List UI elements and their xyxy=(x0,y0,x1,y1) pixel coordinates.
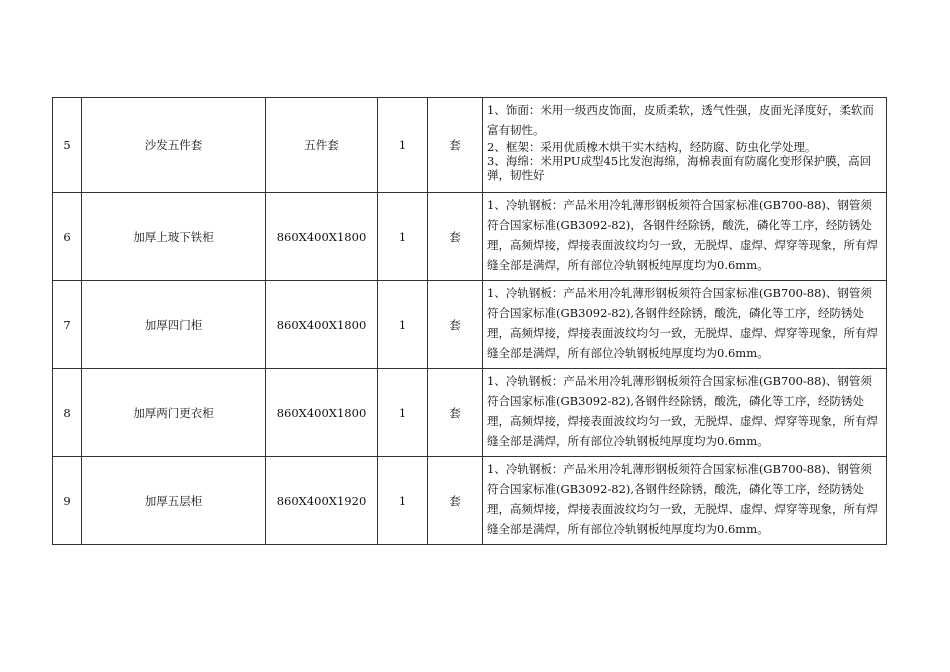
item-quantity: 1 xyxy=(378,193,428,281)
item-name: 沙发五件套 xyxy=(82,98,266,193)
item-spec: 五件套 xyxy=(266,98,378,193)
item-description xyxy=(483,281,887,369)
description-line: 1、冷轨钢板：产品米用冷轧薄形钢板须符合国家标准(GB700-88)、钢管须符合国家标准(GB3092-82),各钢件经除锈，酸洗，磷化等工序，经防锈处理，高频焊接，焊接表面波纹均匀一致，无脱焊、虚焊、焊穿等现象，所有焊缝全部是满焊，所有部位冷轨钢板纯厚度均为0.6mm。 xyxy=(487,286,878,360)
item-name: 加厚上玻下铁柜 xyxy=(82,193,266,281)
item-unit: 套 xyxy=(428,457,483,545)
item-unit: 套 xyxy=(428,369,483,457)
table-row xyxy=(53,281,887,369)
item-unit: 套 xyxy=(428,98,483,193)
spec-table xyxy=(52,97,887,545)
description-line: 1、冷轨钢板：产品米用冷轧薄形钢板须符合国家标准(GB700-88)、钢管须符合国家标准(GB3092-82),各钢件经除锈，酸洗，磷化等工序，经防锈处理，高频焊接，焊接表面波纹均匀一致，无脱焊、虚焊、焊穿等现象，所有焊缝全部是满焊，所有部位冷轨钢板纯厚度均为0.6mm。 xyxy=(487,374,878,448)
item-number: 7 xyxy=(53,281,82,369)
item-spec: 860X400X1800 xyxy=(266,281,378,369)
item-number: 6 xyxy=(53,193,82,281)
item-name: 加厚两门更衣柜 xyxy=(82,369,266,457)
item-unit: 套 xyxy=(428,193,483,281)
item-number: 8 xyxy=(53,369,82,457)
description-line: 3、海绵：米用PU成型45比发泡海绵，海棉表面有防腐化变形保护膜，高回弹，韧性好 xyxy=(487,154,872,182)
item-number: 5 xyxy=(53,98,82,193)
item-quantity: 1 xyxy=(378,98,428,193)
item-quantity: 1 xyxy=(378,281,428,369)
item-name: 加厚四门柜 xyxy=(82,281,266,369)
item-quantity: 1 xyxy=(378,369,428,457)
item-name: 加厚五层柜 xyxy=(82,457,266,545)
table-row xyxy=(53,369,887,457)
item-description xyxy=(483,457,887,545)
item-spec: 860X400X1920 xyxy=(266,457,378,545)
item-quantity: 1 xyxy=(378,457,428,545)
description-line: 2、框架：采用优质橡木烘干实木结构，经防腐、防虫化学处理。 xyxy=(487,140,817,154)
description-line: 1、冷轨钢板：产品米用冷轧薄形钢板须符合国家标准(GB700-88)、钢管须符合国家标准(GB3092-82),各钢件经除锈，酸洗，磷化等工序，经防锈处理，高频焊接，焊接表面波纹均匀一致，无脱焊、虚焊、焊穿等现象，所有焊缝全部是满焊，所有部位冷轨钢板纯厚度均为0.6mm。 xyxy=(487,462,878,536)
description-line: 1、饰面：米用一级西皮饰面，皮质柔软，透气性强，皮面光泽度好，柔软而富有韧性。 xyxy=(487,103,874,137)
spec-table-body xyxy=(53,98,887,545)
item-description xyxy=(483,98,887,193)
item-spec: 860X400X1800 xyxy=(266,193,378,281)
table-row xyxy=(53,193,887,281)
description-line: 1、冷轨钢板：产品米用冷轧薄形钢板须符合国家标准(GB700-88)、钢管须符合国家标准(GB3092-82)，各钢件经除锈，酸洗，磷化等工序，经防锈处理，高频焊接，焊接表面波纹均匀一致，无脱焊、虚焊、焊穿等现象，所有焊缝全部是满焊，所有部位冷轨钢板纯厚度均为0.6mm。 xyxy=(487,198,878,272)
item-unit: 套 xyxy=(428,281,483,369)
item-number: 9 xyxy=(53,457,82,545)
table-row xyxy=(53,98,887,193)
table-row xyxy=(53,457,887,545)
item-spec: 860X400X1800 xyxy=(266,369,378,457)
item-description xyxy=(483,193,887,281)
item-description xyxy=(483,369,887,457)
